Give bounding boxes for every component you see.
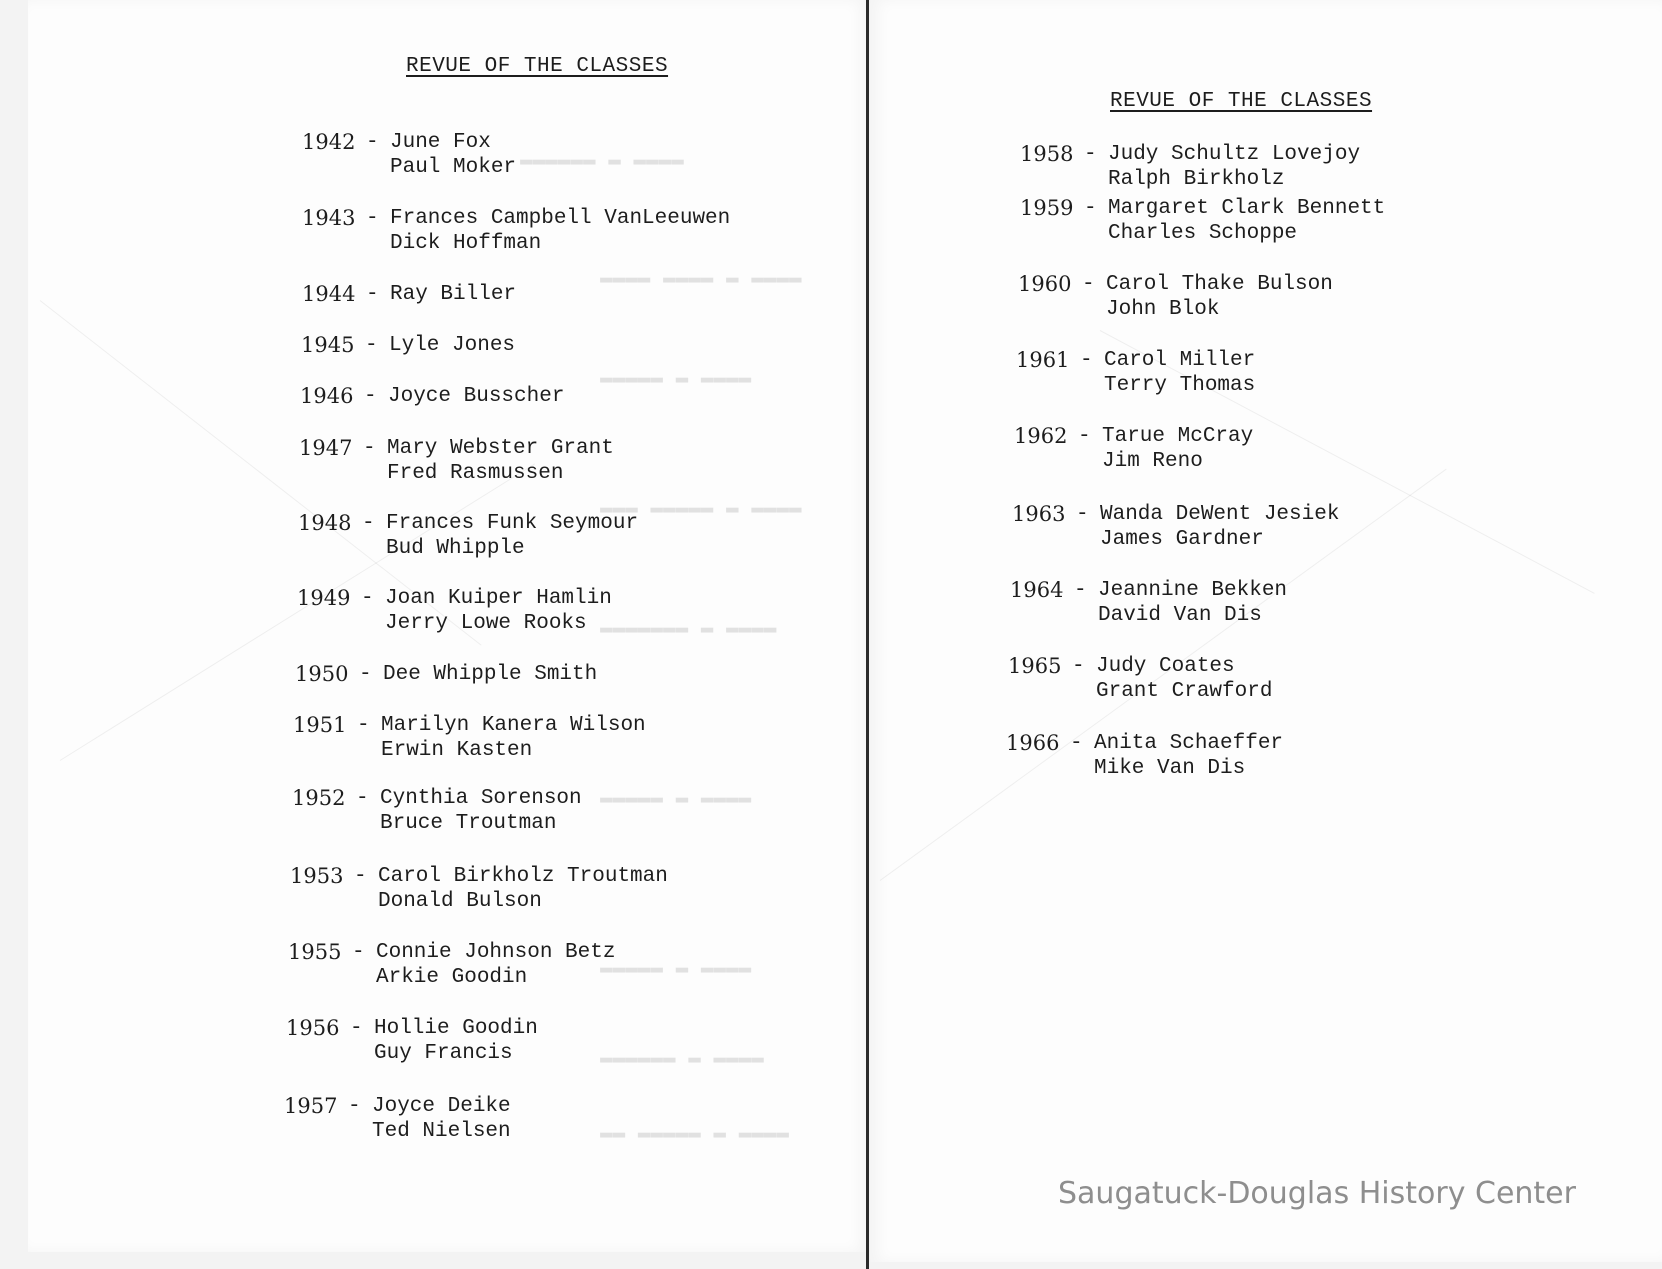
class-name: Fred Rasmussen (387, 462, 564, 485)
left-page-title: REVUE OF THE CLASSES (406, 55, 669, 78)
class-name: Jim Reno (1102, 450, 1203, 473)
center-fold (866, 0, 869, 1269)
class-name: Paul Moker (390, 156, 517, 179)
class-name: Mike Van Dis (1094, 757, 1246, 780)
class-entry-1955: 1955 - Connie Johnson Betz Arkie Goodin (288, 940, 616, 989)
class-entry-1951: 1951 - Marilyn Kanera Wilson Erwin Kasten (293, 713, 646, 762)
class-name: Erwin Kasten (381, 739, 533, 762)
class-entry-1952: 1952 - Cynthia Sorenson Bruce Troutman (292, 786, 582, 835)
class-name: Marilyn Kanera Wilson (381, 714, 646, 737)
class-year: 1947 (299, 436, 353, 460)
class-name: Donald Bulson (378, 890, 542, 913)
bleed-through-line: ▬▬▬▬ ▬ ▬▬▬▬▬ (600, 960, 752, 983)
class-name: Ted Nielsen (372, 1120, 511, 1143)
class-year: 1955 (288, 940, 342, 964)
class-name: Judy Schultz Lovejoy (1108, 143, 1361, 166)
class-name: Joyce Deike (372, 1095, 511, 1118)
bleed-through-line: ▬▬▬▬ ▬ ▬▬▬▬ ▬▬▬▬ (600, 270, 802, 293)
class-entry-1943: 1943 - Frances Campbell VanLeeuwen Dick Hoffman (302, 206, 731, 255)
watermark-text: Saugatuck-Douglas History Center (1058, 1176, 1576, 1211)
class-entry-1947: 1947 - Mary Webster Grant Fred Rasmussen (299, 436, 614, 485)
class-year: 1963 (1012, 502, 1066, 526)
class-entry-1950: 1950 - Dee Whipple Smith (295, 662, 598, 686)
class-year: 1946 (300, 384, 354, 408)
class-name: June Fox (390, 131, 491, 154)
bleed-through-line: ▬▬▬▬ ▬ ▬▬▬▬▬▬ (520, 152, 684, 175)
class-entry-1960: 1960 - Carol Thake Bulson John Blok (1018, 272, 1333, 321)
class-name: Dee Whipple Smith (383, 663, 598, 686)
bleed-through-line: ▬▬▬▬ ▬ ▬▬▬▬▬ (600, 370, 752, 393)
class-name: Jerry Lowe Rooks (385, 612, 587, 635)
class-entry-1953: 1953 - Carol Birkholz Troutman Donald Bulson (290, 864, 668, 913)
bleed-through-line: ▬▬▬▬ ▬ ▬▬▬▬▬▬▬ (600, 620, 777, 643)
bleed-through-line: ▬▬▬▬ ▬ ▬▬▬▬▬ (600, 790, 752, 813)
class-name: Cynthia Sorenson (380, 787, 582, 810)
class-entry-1949: 1949 - Joan Kuiper Hamlin Jerry Lowe Rooks (297, 586, 612, 635)
class-year: 1943 (302, 206, 356, 230)
class-name: Judy Coates (1096, 655, 1235, 678)
class-name: Arkie Goodin (376, 966, 528, 989)
class-year: 1945 (301, 333, 355, 357)
class-name: Bruce Troutman (380, 812, 557, 835)
class-entry-1942: 1942 - June Fox Paul Moker (302, 130, 517, 179)
class-name: Jeannine Bekken (1098, 579, 1288, 602)
class-name: Connie Johnson Betz (376, 941, 616, 964)
class-name: Grant Crawford (1096, 680, 1273, 703)
class-year: 1942 (302, 130, 356, 154)
class-entry-1966: 1966 - Anita Schaeffer Mike Van Dis (1006, 731, 1284, 780)
class-year: 1956 (286, 1016, 340, 1040)
class-year: 1949 (297, 586, 351, 610)
class-entry-1946: 1946 - Joyce Busscher (300, 384, 565, 408)
class-name: Terry Thomas (1104, 374, 1256, 397)
bleed-through-line: ▬▬▬▬ ▬ ▬▬▬▬▬ ▬▬ (600, 1125, 790, 1148)
class-year: 1960 (1018, 272, 1072, 296)
class-name: Margaret Clark Bennett (1108, 197, 1386, 220)
class-name: James Gardner (1100, 528, 1264, 551)
class-entry-1945: 1945 - Lyle Jones (301, 333, 516, 357)
class-year: 1944 (302, 282, 356, 306)
class-entry-1944: 1944 - Ray Biller (302, 282, 517, 306)
class-name: Guy Francis (374, 1042, 513, 1065)
class-name: John Blok (1106, 298, 1220, 321)
bleed-through-line: ▬▬▬▬ ▬ ▬▬▬▬▬▬ (600, 1050, 764, 1073)
class-year: 1952 (292, 786, 346, 810)
class-name: Joan Kuiper Hamlin (385, 587, 612, 610)
class-year: 1957 (284, 1094, 338, 1118)
class-name: Frances Campbell VanLeeuwen (390, 207, 731, 230)
class-year: 1959 (1020, 196, 1074, 220)
class-year: 1964 (1010, 578, 1064, 602)
class-year: 1958 (1020, 142, 1074, 166)
class-name: David Van Dis (1098, 604, 1262, 627)
class-name: Ralph Birkholz (1108, 168, 1285, 191)
class-year: 1961 (1016, 348, 1070, 372)
right-page-title: REVUE OF THE CLASSES (1110, 90, 1373, 113)
class-name: Lyle Jones (389, 334, 516, 357)
class-name: Dick Hoffman (390, 232, 542, 255)
class-name: Frances Funk Seymour (386, 512, 639, 535)
class-year: 1950 (295, 662, 349, 686)
class-entry-1959: 1959 - Margaret Clark Bennett Charles Schoppe (1020, 196, 1386, 245)
class-year: 1962 (1014, 424, 1068, 448)
class-name: Carol Thake Bulson (1106, 273, 1333, 296)
class-name: Mary Webster Grant (387, 437, 614, 460)
class-name: Joyce Busscher (388, 385, 565, 408)
class-year: 1953 (290, 864, 344, 888)
class-entry-1964: 1964 - Jeannine Bekken David Van Dis (1010, 578, 1288, 627)
class-entry-1963: 1963 - Wanda DeWent Jesiek James Gardner (1012, 502, 1340, 551)
class-year: 1951 (293, 713, 347, 737)
class-name: Carol Miller (1104, 349, 1256, 372)
class-entry-1958: 1958 - Judy Schultz Lovejoy Ralph Birkholz (1020, 142, 1361, 191)
class-entry-1961: 1961 - Carol Miller Terry Thomas (1016, 348, 1256, 397)
class-entry-1956: 1956 - Hollie Goodin Guy Francis (286, 1016, 538, 1065)
class-entry-1957: 1957 - Joyce Deike Ted Nielsen (284, 1094, 511, 1143)
class-year: 1948 (298, 511, 352, 535)
class-year: 1965 (1008, 654, 1062, 678)
class-entry-1948: 1948 - Frances Funk Seymour Bud Whipple (298, 511, 639, 560)
class-entry-1965: 1965 - Judy Coates Grant Crawford (1008, 654, 1273, 703)
class-name: Anita Schaeffer (1094, 732, 1284, 755)
class-entry-1962: 1962 - Tarue McCray Jim Reno (1014, 424, 1254, 473)
class-name: Hollie Goodin (374, 1017, 538, 1040)
class-name: Carol Birkholz Troutman (378, 865, 668, 888)
class-year: 1966 (1006, 731, 1060, 755)
class-name: Charles Schoppe (1108, 222, 1298, 245)
class-name: Bud Whipple (386, 537, 525, 560)
class-name: Tarue McCray (1102, 425, 1254, 448)
class-name: Wanda DeWent Jesiek (1100, 503, 1340, 526)
class-name: Ray Biller (390, 283, 517, 306)
bleed-through-line: ▬▬▬▬ ▬ ▬▬▬▬▬ ▬▬▬ (600, 500, 802, 523)
